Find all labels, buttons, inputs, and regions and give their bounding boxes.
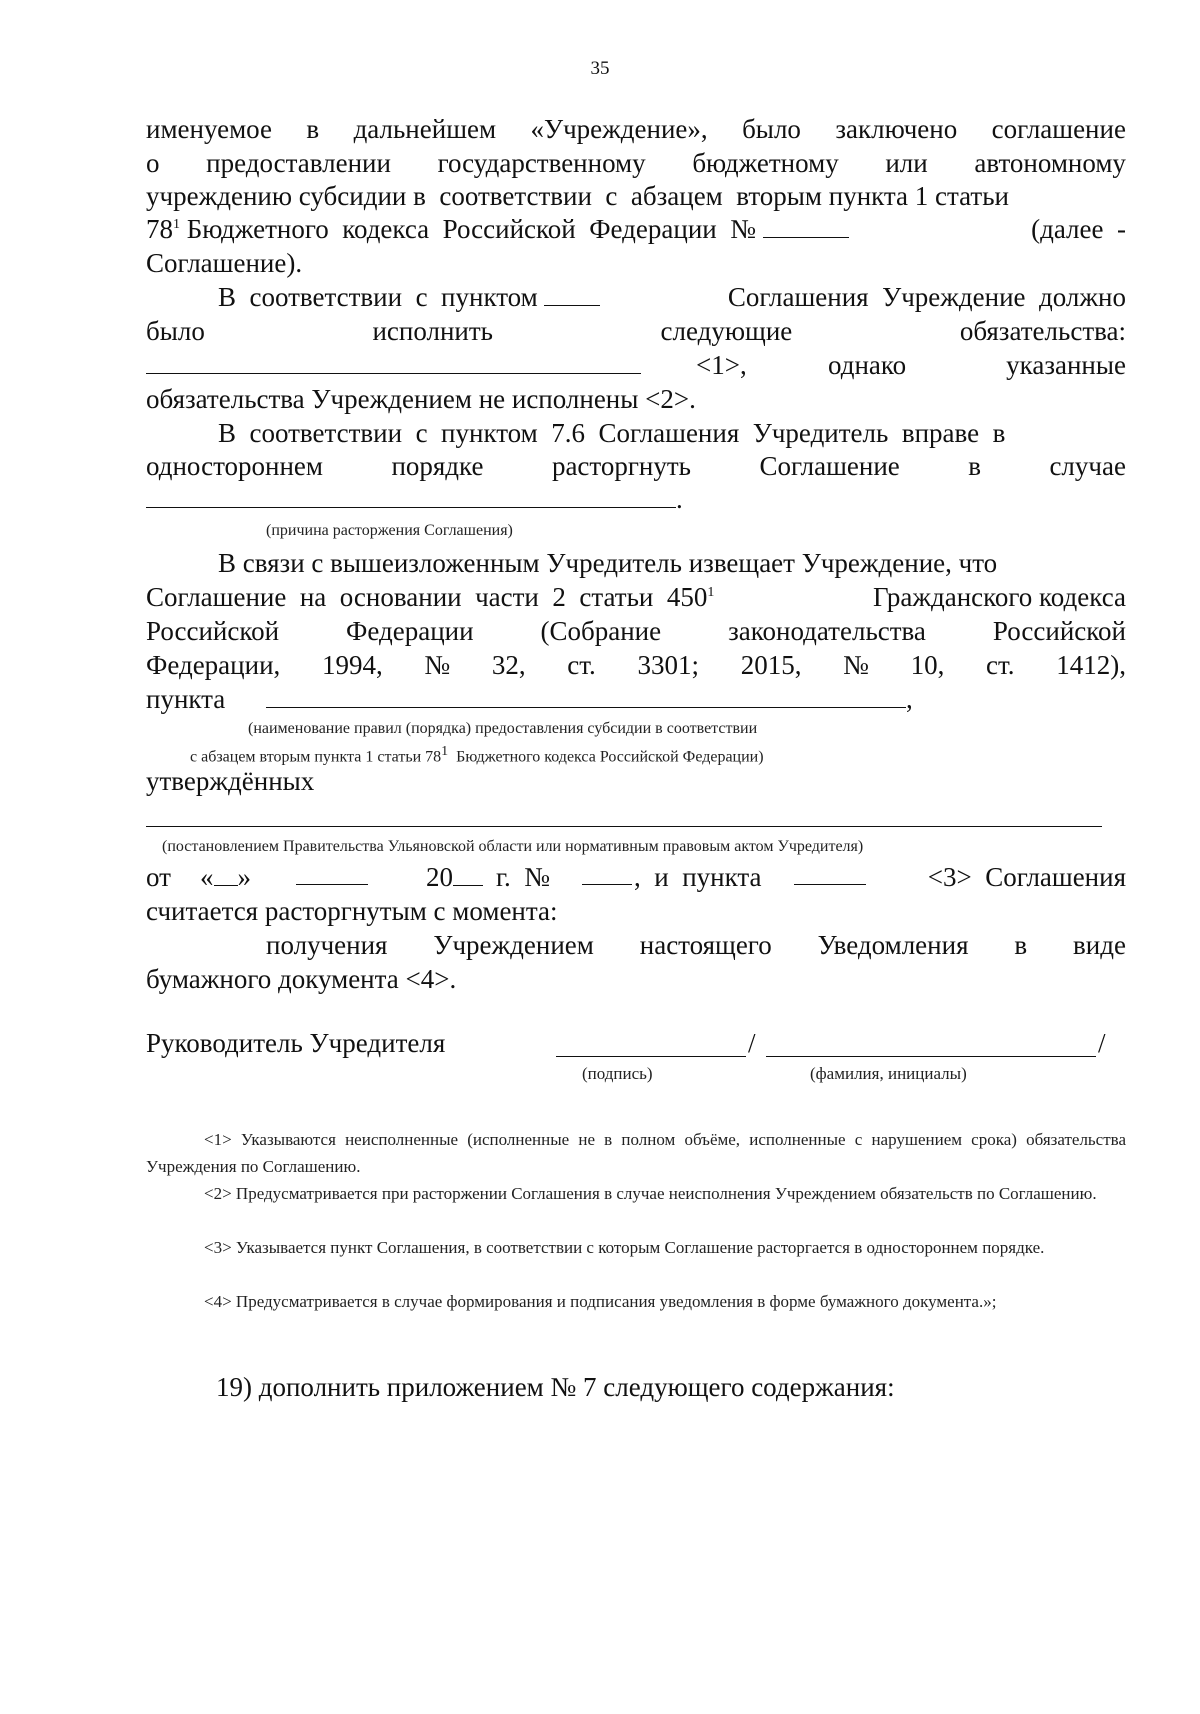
para4-line6: утверждённых <box>146 766 315 796</box>
para1-line4: $78^1$ Бюджетного кодекса Российской Федерации № (далее - <box>146 214 1126 244</box>
para4-line1: В связи с вышеизложенным Учредитель извещает Учреждение, что <box>218 548 998 578</box>
rules-caption-1: (наименование правил (порядка) предоставления субсидии в соответствии <box>248 720 758 737</box>
signature-label: Руководитель Учредителя <box>146 1028 446 1058</box>
para5-line2: бумажного документа <4>. <box>146 964 457 994</box>
termination-reason-blank[interactable] <box>146 485 676 508</box>
para2-line2: было исполнить следующие обязательства: <box>146 316 1126 346</box>
approving-act-caption: (постановлением Правительства Ульяновской области или нормативным правовым актом Учредителя) <box>162 838 864 855</box>
closing-amendment-line: 19) дополнить приложением № 7 следующего содержания: <box>216 1372 895 1402</box>
para1-line5: Соглашение). <box>146 248 303 278</box>
page-number: 35 <box>590 58 610 79</box>
act-number-blank[interactable] <box>582 862 632 885</box>
signature-blank[interactable] <box>556 1056 746 1057</box>
para4-line3: Российской Федерации (Собрание законодательства Российской <box>146 616 1126 646</box>
para4-line7: от « » 20 г. № , и пункта <3> Соглашения <box>146 862 1126 892</box>
para4-line4: Федерации, 1994, № 32, ст. 3301; 2015, № 10, ст. 1412), <box>146 650 1126 680</box>
year-blank[interactable] <box>453 863 483 886</box>
day-blank[interactable] <box>214 863 238 886</box>
para4-line8: считается расторгнутым с момента: <box>146 896 558 926</box>
signature-slash-2: / <box>1098 1028 1106 1058</box>
signature-caption: (подпись) <box>582 1064 653 1083</box>
month-blank[interactable] <box>296 862 368 885</box>
rules-name-blank[interactable] <box>266 685 906 708</box>
name-initials-blank[interactable] <box>766 1056 1096 1057</box>
agreement-number-blank[interactable] <box>763 215 849 238</box>
clause-number-blank[interactable] <box>544 283 600 306</box>
obligations-blank[interactable] <box>146 351 641 374</box>
termination-reason-caption: (причина расторжения Соглашения) <box>266 522 513 539</box>
para1-line1: именуемое в дальнейшем «Учреждение», было заключено соглашение <box>146 114 1126 144</box>
footnote-3: <3> Указывается пункт Соглашения, в соответствии с которым Соглашение расторгается в одностороннем порядке. <box>204 1238 1045 1257</box>
para4-line2: Соглашение на основании части 2 статьи $450^1$ Гражданского кодекса <box>146 582 1126 612</box>
para3-line3: . <box>146 484 1126 515</box>
para3-line1: В соответствии с пунктом 7.6 Соглашения Учредитель вправе в <box>218 418 1006 448</box>
para2-line4: обязательства Учреждением не исполнены <2>. <box>146 384 696 414</box>
signature-slash-1: / <box>748 1028 756 1058</box>
para2-line3: <1>, однако указанные <box>146 350 1126 381</box>
para5-line1: получения Учреждением настоящего Уведомления в виде <box>266 930 1126 960</box>
para1-line2: о предоставлении государственному бюджетному или автономному <box>146 148 1126 178</box>
rules-caption-2: с абзацем вторым пункта 1 статьи $78^1$ Бюджетного кодекса Российской Федерации) <box>190 744 764 766</box>
approving-act-blank[interactable] <box>146 826 1102 827</box>
rule-clause-blank[interactable] <box>794 862 866 885</box>
para3-line2: одностороннем порядке расторгнуть Соглашение в случае <box>146 451 1126 481</box>
para2-line1: В соответствии с пунктом Соглашения Учреждение должно <box>218 282 1126 312</box>
para1-line3: учреждению субсидии в соответствии с абзацем вторым пункта 1 статьи <box>146 181 1009 211</box>
footnote-1: <1> Указываются неисполненные (исполненные не в полном объёме, исполненные с нарушением срока) обязательства Учреждения по Соглашению. <box>146 1130 1126 1176</box>
footnote-4: <4> Предусматривается в случае формирования и подписания уведомления в форме бумажного документа.»; <box>204 1292 997 1311</box>
footnote-2: <2> Предусматривается при расторжении Соглашения в случае неисполнения Учреждением обязательств по Соглашению. <box>204 1184 1097 1203</box>
para4-line5: пункта , <box>146 684 913 714</box>
name-initials-caption: (фамилия, инициалы) <box>810 1064 967 1083</box>
